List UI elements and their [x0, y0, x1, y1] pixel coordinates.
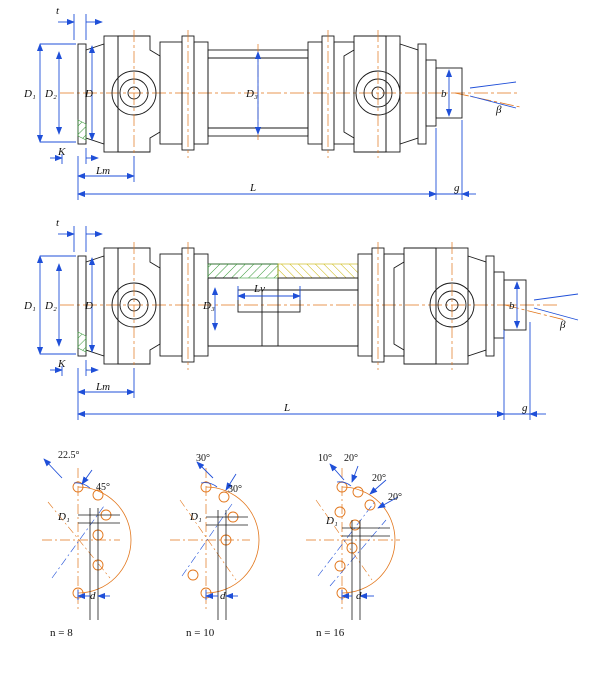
label-d-flange16: d [356, 590, 362, 602]
angle-20-a: 20° [344, 453, 358, 464]
label-b-mid: b [509, 300, 515, 312]
label-D1-flange16: D₁ [326, 515, 338, 527]
angle-30-a: 30° [196, 453, 210, 464]
angle-30-b: 30° [228, 484, 242, 495]
angle-45: 45° [96, 482, 110, 493]
view-top [23, 5, 520, 200]
caption-flange8: n = 8 [50, 627, 73, 639]
label-D1-top: D₁ [24, 88, 36, 100]
label-g-top: g [454, 182, 460, 194]
label-d-flange8: d [90, 590, 96, 602]
view-middle [23, 217, 578, 420]
label-Lv-mid: Lv [254, 283, 265, 295]
label-D1-mid: D₁ [24, 300, 36, 312]
flange-8-hole [42, 450, 131, 639]
label-t-mid: t [56, 217, 60, 229]
label-D1-flange10: D₁ [190, 511, 202, 523]
flange-16-hole [306, 453, 402, 639]
label-d-flange10: d [220, 590, 226, 602]
label-L-top: L [250, 182, 257, 194]
caption-flange10: n = 10 [186, 627, 215, 639]
label-K-mid: K [58, 358, 66, 370]
label-D3-top: D₃ [246, 88, 258, 100]
label-D-top: D [85, 88, 93, 100]
label-Lm-mid: Lm [96, 381, 111, 393]
label-D1-flange8: D₁ [58, 511, 70, 523]
label-D3-mid: D₃ [203, 300, 215, 312]
label-D2-mid: D₂ [45, 300, 57, 312]
label-D-mid: D [85, 300, 93, 312]
label-Lm-top: Lm [96, 165, 111, 177]
caption-flange16: n = 16 [316, 627, 345, 639]
label-D2-top: D₂ [45, 88, 57, 100]
label-beta-mid: β [560, 319, 566, 331]
label-b-top: b [441, 88, 447, 100]
angle-20-b: 20° [372, 473, 386, 484]
label-K-top: K [58, 146, 66, 158]
angle-22-5: 22.5° [58, 450, 80, 461]
flange-10-hole [170, 453, 259, 639]
label-t-top: t [56, 5, 60, 17]
label-g-mid: g [522, 402, 528, 414]
angle-20-c: 20° [388, 492, 402, 503]
angle-10: 10° [318, 453, 332, 464]
label-L-mid: L [284, 402, 291, 414]
label-beta-top: β [496, 104, 502, 116]
